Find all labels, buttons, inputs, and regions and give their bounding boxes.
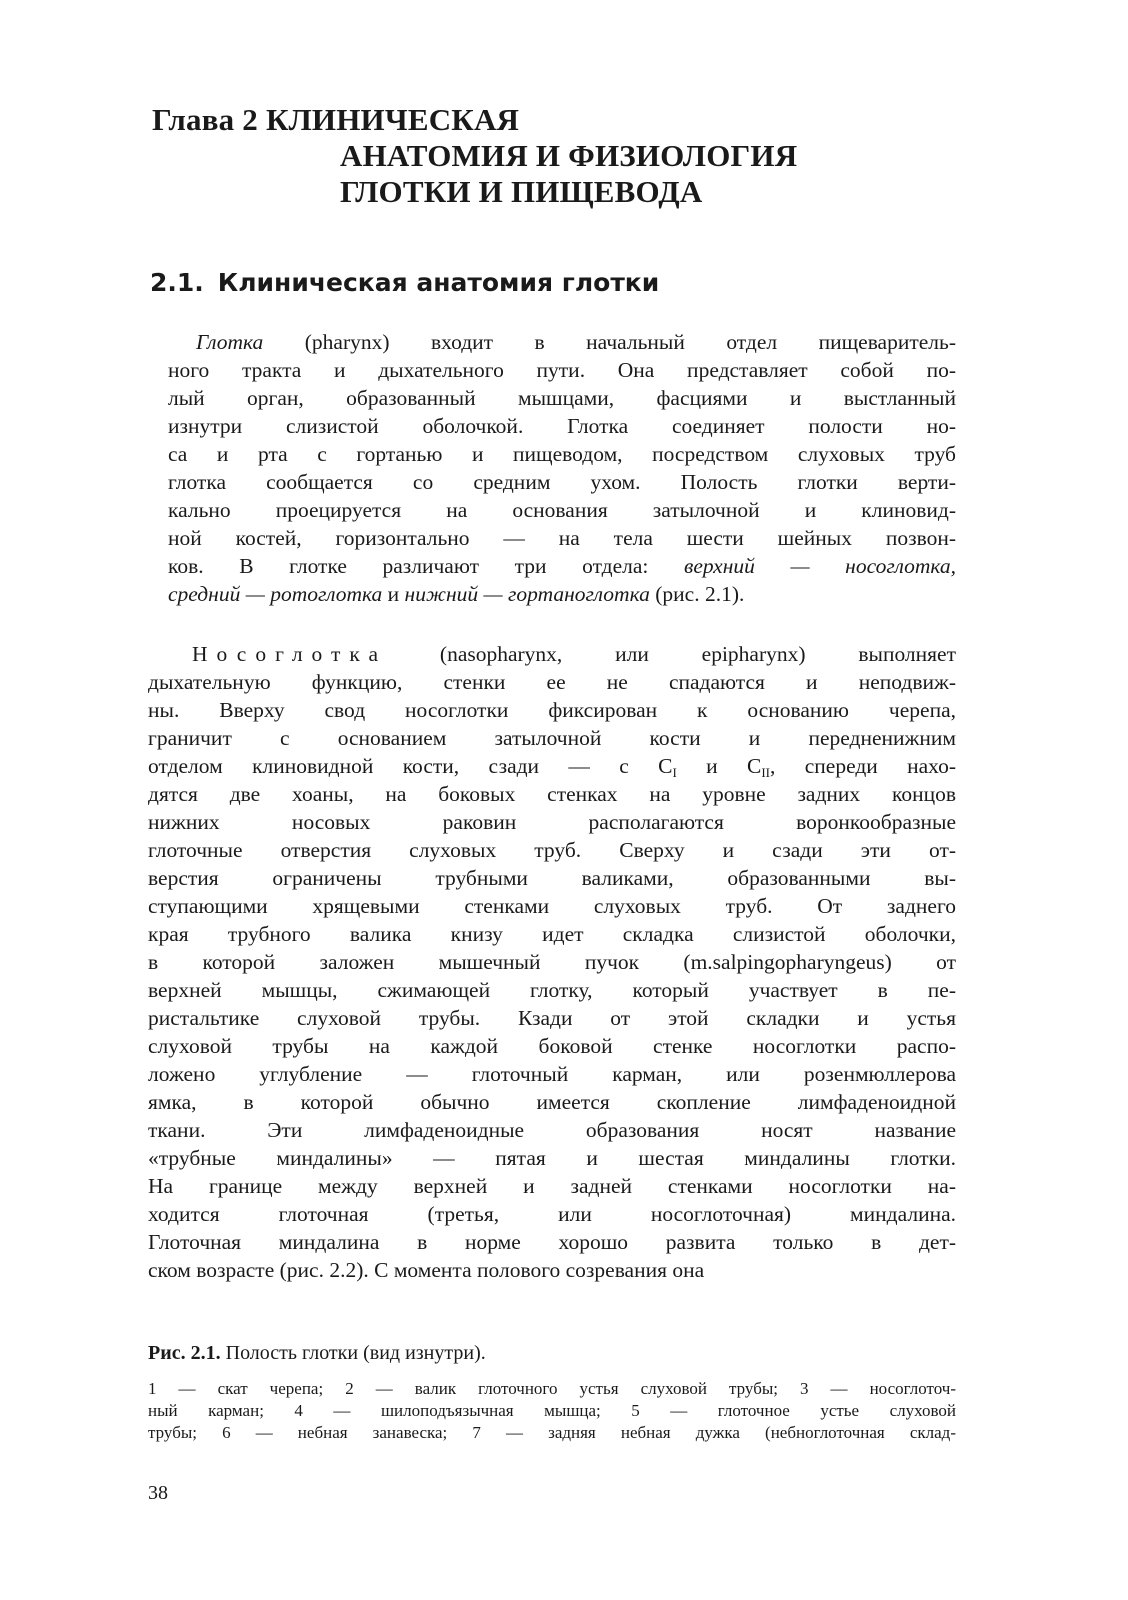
text-line: ного тракта и дыхательного пути. Она представляет собой по-	[168, 358, 956, 382]
text-line: изнутри слизистой оболочкой. Глотка соединяет полости но-	[168, 414, 956, 438]
figure-label: Рис. 2.1.	[148, 1342, 221, 1364]
section-heading	[150, 268, 659, 297]
figure-caption	[148, 1342, 486, 1365]
section-title: Клиническая анатомия глотки	[217, 268, 660, 297]
text-line: в которой заложен мышечный пучок (m.salpingopharyngeus) от	[148, 950, 956, 974]
figure-caption-text: Полость глотки (вид изнутри).	[225, 1342, 486, 1364]
text-line: средний — ротоглотка и нижний — гортаноглотка (рис. 2.1).	[168, 582, 745, 606]
text-line: ристальтике слуховой трубы. Кзади от этой складки и устья	[148, 1006, 956, 1030]
legend-line: 1 — скат черепа; 2 — валик глоточного устья слуховой трубы; 3 — носоглоточ-	[148, 1379, 956, 1398]
term-nasopharynx: Носоглотка	[192, 642, 388, 666]
text-line: ткани. Эти лимфаденоидные образования носят название	[148, 1118, 956, 1142]
text-line: ны. Вверху свод носоглотки фиксирован к основанию черепа,	[148, 698, 956, 722]
chapter-title-line2: АНАТОМИЯ И ФИЗИОЛОГИЯ	[340, 138, 798, 173]
text-line: ков. В глотке различают три отдела: верхний — носоглотка,	[168, 554, 956, 578]
text-line: ступающими хрящевыми стенками слуховых труб. От заднего	[148, 894, 956, 918]
text-line: «трубные миндалины» — пятая и шестая миндалины глотки.	[148, 1146, 956, 1170]
chapter-title-line3: ГЛОТКИ И ПИЩЕВОДА	[340, 174, 703, 209]
text-line: края трубного валика книзу идет складка слизистой оболочки,	[148, 922, 956, 946]
text-line: граничит с основанием затылочной кости и передненижним	[148, 726, 956, 750]
text-line: верстия ограничены трубными валиками, образованными вы-	[148, 866, 956, 890]
chapter-title-line1: Глава 2 КЛИНИЧЕСКАЯ	[152, 102, 520, 137]
text-line: Глотка (pharynx) входит в начальный отдел пищеваритель-	[196, 330, 956, 354]
legend-line: трубы; 6 — небная занавеска; 7 — задняя небная дужка (небноглоточная склад-	[148, 1423, 956, 1442]
legend-line: ный карман; 4 — шилоподъязычная мышца; 5 — глоточное устье слуховой	[148, 1401, 956, 1420]
text-line: отделом клиновидной кости, сзади — с $C_I$ и $C_{II}$, спереди нахо-	[148, 754, 957, 780]
text-line: ском возрасте (рис. 2.2). С момента полового созревания она	[148, 1258, 705, 1282]
text-line: верхней мышцы, сжимающей глотку, который участвует в пе-	[148, 978, 956, 1002]
text-line: ходится глоточная (третья, или носоглоточная) миндалина.	[148, 1202, 956, 1226]
term-pharynx: Глотка	[196, 330, 264, 354]
text-line: кально проецируется на основания затылочной и клиновид-	[168, 498, 956, 522]
text-line: На границе между верхней и задней стенками носоглотки на-	[148, 1174, 956, 1198]
text-line: лый орган, образованный мышцами, фасциями и выстланный	[168, 386, 956, 410]
text-line: дятся две хоаны, на боковых стенках на уровне задних концов	[148, 782, 956, 806]
page-number: 38	[148, 1482, 168, 1504]
text-line: глоточные отверстия слуховых труб. Сверху и сзади эти от-	[148, 838, 956, 862]
text-line: слуховой трубы на каждой боковой стенке носоглотки распо-	[148, 1034, 956, 1058]
section-number: 2.1.	[150, 268, 204, 297]
text-line: нижних носовых раковин располагаются воронкообразные	[148, 810, 956, 834]
text-line: ямка, в которой обычно имеется скопление лимфаденоидной	[148, 1090, 956, 1114]
text-line: глотка сообщается со средним ухом. Полость глотки верти-	[168, 470, 956, 494]
text-line: ной костей, горизонтально — на тела шести шейных позвон-	[168, 526, 956, 550]
text-line: Носоглотка (nasopharynx, или epipharynx) выполняет	[192, 642, 956, 666]
text-line: са и рта с гортанью и пищеводом, посредством слуховых труб	[168, 442, 956, 466]
chapter-title	[152, 102, 972, 210]
text-line: ложено углубление — глоточный карман, или розенмюллерова	[148, 1062, 956, 1086]
text-line: дыхательную функцию, стенки ее не спадаются и неподвиж-	[148, 670, 956, 694]
text-line: Глоточная миндалина в норме хорошо развита только в дет-	[148, 1230, 956, 1254]
